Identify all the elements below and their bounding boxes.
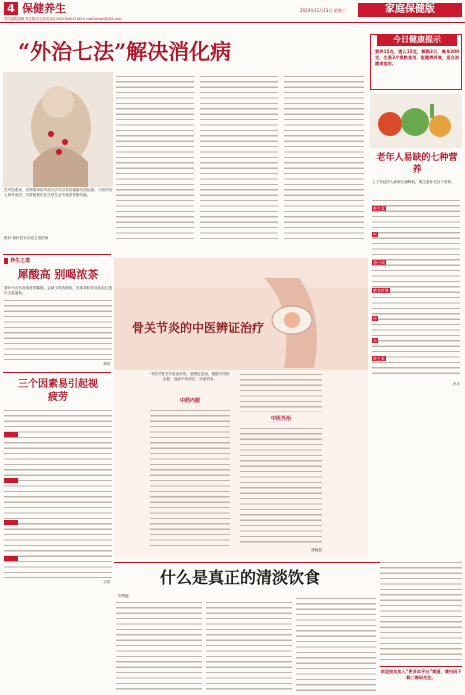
page-number: 4 [4,2,18,15]
elderly-tag: 维生素 [373,206,385,211]
header-date: 2024年11月13日 星期三 [300,8,346,13]
bone-col-2 [240,426,322,546]
bone-sub2: 中医外治 [270,416,291,422]
elderly-list [372,198,460,380]
bottom-note: 欢迎朋友加入“更多本平台”频道，请扫码下载二维码关注。 [380,666,462,692]
bone-article [114,258,368,558]
today-tips-title: 今日健康提示 [377,34,457,46]
light-diet-col-1 [116,600,202,692]
lead-intro: 在中医看来，有些简单的外治方法可以有效地解决消化病。下面介绍七种外治法，可帮助我们在日常生活中改善胃肠功能。 [4,188,112,198]
section-rule-left-2 [3,372,111,373]
elderly-author: 孙丰 [452,382,460,386]
light-diet-col-2 [206,600,292,692]
elderly-tag: 蛋白质 [373,260,385,265]
light-diet-col-3 [296,596,376,692]
lead-author: 焦轩 徐轩伯安京府主治医师 [4,236,49,240]
elderly-title: 老年人易缺的七种营养 [376,153,458,175]
light-diet-author: 刘贤健 [118,594,129,598]
fatigue-tag [4,478,18,483]
section-rule-left [3,254,111,255]
page-header [0,0,465,21]
elderly-tag: 维生素 [373,356,385,361]
lead-col-3 [284,74,364,242]
elderly-body: 上了年纪的人新陈代谢降低，要注意补充以下营养。 [372,180,455,184]
light-diet-col-4 [380,560,462,662]
lead-image [3,72,113,187]
fatigue-author: 王明 [102,580,110,584]
header-meta: 责任编辑/梁峰 责任校对/王丽 电话/13452184013185 E-mail:bhtsjk@163.com [4,17,122,21]
lead-col-1 [116,74,194,242]
fatigue-tag [4,432,18,437]
tea-title: 犀酸高 别喝浓茶 [17,268,99,281]
today-tips-body: 营养15克，遗么15克，鹌鹑2只，痛身200克，生姜3片煮熟食用，能健脾养胃，适合消瘦者食用。 [375,49,459,66]
vegetables-illustration [370,94,462,148]
column-label-mark [4,258,8,264]
bone-sub1: 中药内服 [179,398,200,404]
bone-title: 骨关节炎的中医辨证治疗 [132,321,265,335]
elderly-tag: 钙 [373,232,377,237]
light-diet-title: 什么是真正的清淡饮食 [160,568,321,587]
column-label-text: 养生之道 [10,258,31,264]
today-tips-box [370,34,462,90]
bone-author: 康晓晨 [311,548,322,552]
column-name: 家庭保健版 [358,3,462,17]
lead-columns [116,74,366,244]
elderly-image [370,94,462,148]
tea-text-block [4,298,112,360]
knee-illustration [114,258,368,370]
elderly-tag: 膳食纤维 [373,288,389,293]
tea-author: 李明 [102,362,110,366]
section-name: 保健养生 [22,2,66,15]
elderly-tag: 水 [373,338,377,343]
header-rule [0,22,465,23]
fatigue-title: 三个因素易引起视疲劳 [18,379,98,403]
bone-col-1 [150,408,230,548]
lead-col-2 [200,74,278,242]
bone-body: 中医对骨关节炎治疗的，是辨证论治，根据不同的证候，选择不同治法，从而治本。 [150,372,230,382]
lead-title: “外治七法”解决消化病 [18,39,232,64]
elderly-tag: 锌 [373,316,377,321]
fatigue-tag [4,520,18,525]
fatigue-tag [4,556,18,561]
tea-body: 茶叶中含有高浓度的鞣酸，会减少铁的吸收，饮浓茶时易导致血红蛋白含量偏低。 [4,286,112,296]
fatigue-text-block [4,408,112,578]
lead-illustration [3,72,113,187]
bone-col-2-top [240,372,322,412]
